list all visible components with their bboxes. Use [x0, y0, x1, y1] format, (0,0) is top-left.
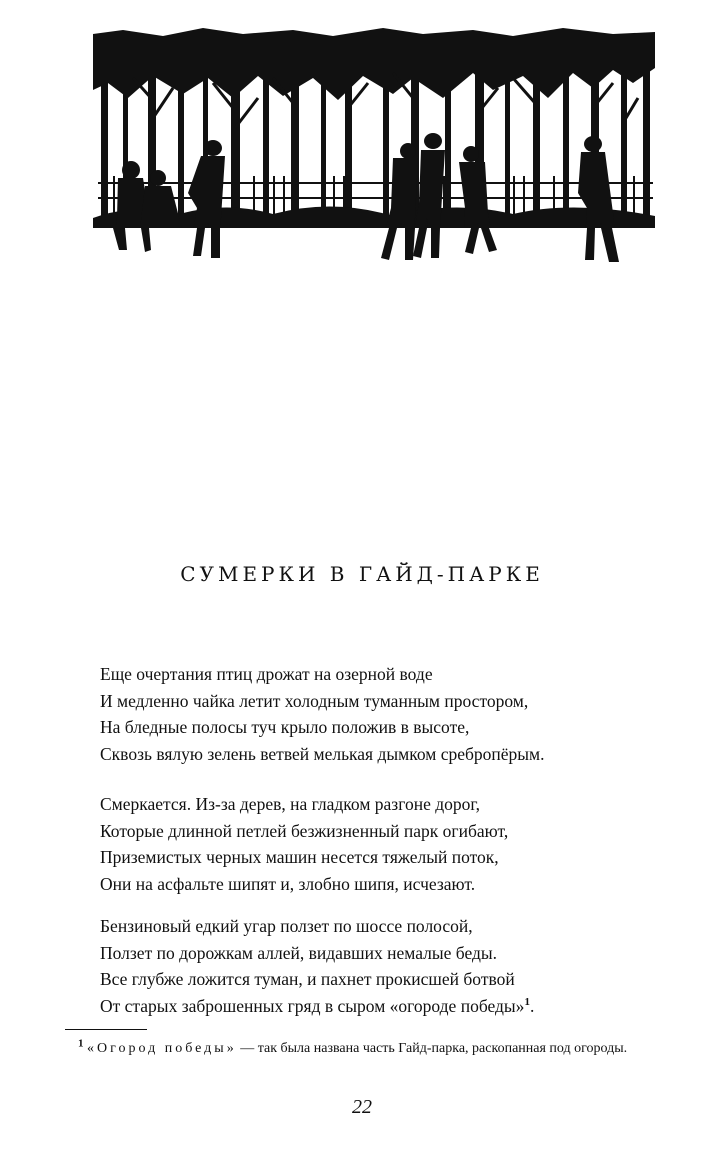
poem-line: На бледные полосы туч крыло положив в высоте, [100, 717, 470, 737]
footnote-divider [65, 1029, 147, 1030]
footnote [78, 1039, 688, 1058]
poem-line: Бензиновый едкий угар ползет по шоссе полосой, [100, 916, 473, 936]
poem-line: Которые длинной петлей безжизненный парк огибают, [100, 820, 509, 841]
poem-line [100, 993, 700, 1020]
poem-line: Сквозь вялую зелень ветвей мелькая дымком сребропёрым. [100, 743, 545, 764]
stanza-3 [100, 913, 700, 1019]
poem-line-text: От старых заброшенных гряд в сыром «огороде победы» [100, 995, 525, 1016]
stanza-1 [100, 661, 700, 767]
footnote-text: — так была названа часть Гайд-парка, раскопанная под огороды. [236, 1041, 628, 1056]
poem-line: Ползет по дорожкам аллей, видавших немалые беды. [100, 942, 498, 963]
footnote-term: «Огород победы» [87, 1041, 237, 1056]
park-silhouette-illustration [93, 28, 655, 270]
footnote-marker[interactable]: 1 [524, 995, 530, 1008]
final-period: . [529, 995, 535, 1016]
poem-line: И медленно чайка летит холодным туманным простором, [100, 690, 529, 711]
page-number: 22 [352, 1096, 372, 1118]
stanza-2 [100, 791, 700, 897]
poem-line: Приземистых черных машин несется тяжелый поток, [100, 847, 499, 867]
poem-line: Еще очертания птиц дрожат на озерной воде [100, 664, 433, 684]
poem-line: Смеркается. Из-за дерев, на гладком разгоне дорог, [100, 794, 480, 814]
footnote-number: 1 [78, 1037, 84, 1050]
poem-title: СУМЕРКИ В ГАЙД-ПАРКЕ [180, 562, 544, 586]
poem-line: Все глубже ложится туман, и пахнет прокисшей ботвой [100, 969, 515, 989]
poem-line: Они на асфальте шипят и, злобно шипя, исчезают. [100, 873, 476, 894]
